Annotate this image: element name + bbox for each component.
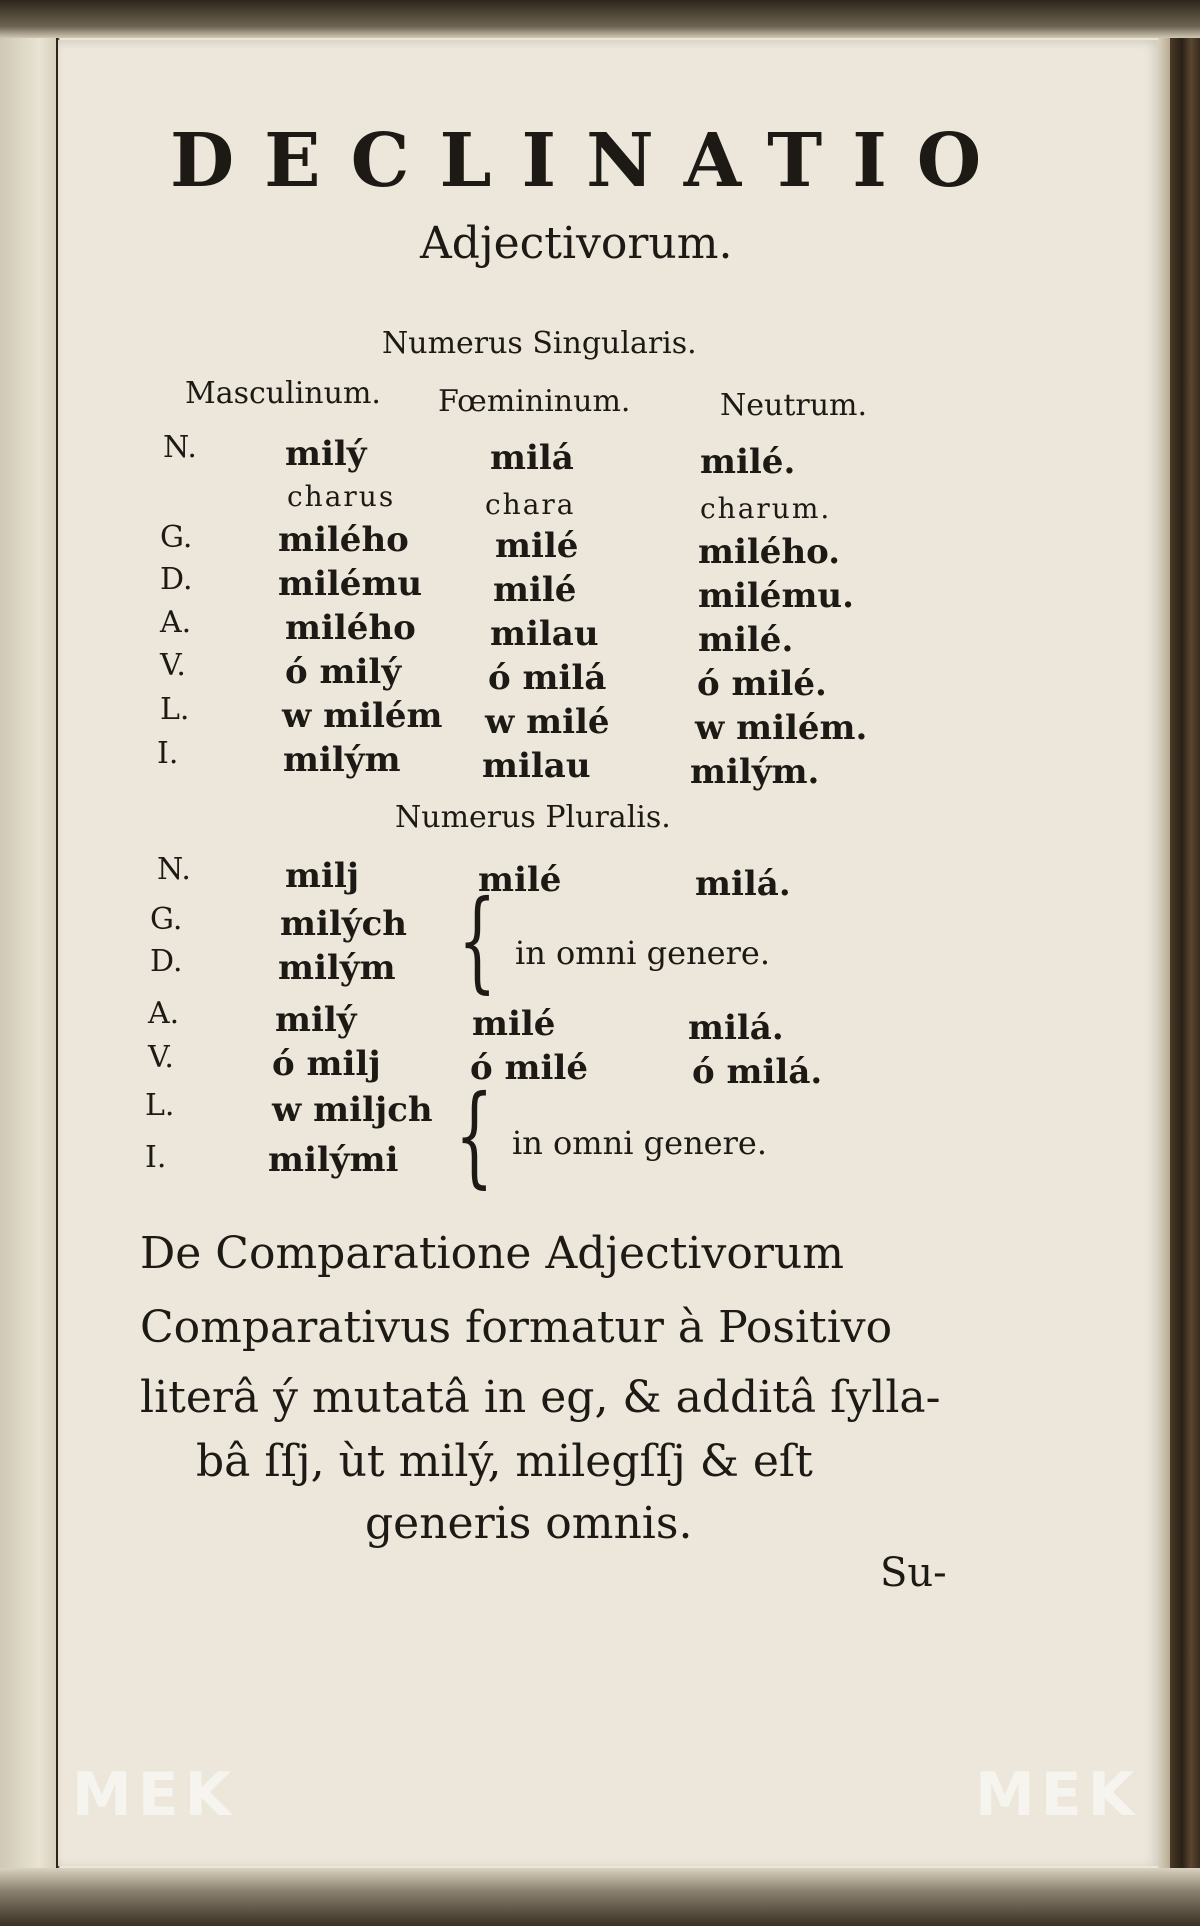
form-neuter: ó milé. [697,664,827,704]
column-feminine: Fœmininum. [438,384,631,419]
paragraph-line: generis omnis. [365,1498,693,1549]
form-feminine: milá [490,438,574,478]
case-label: V. [148,1040,174,1075]
form-masculine: milého [285,608,416,648]
plural-note: in omni genere. [512,1124,768,1162]
case-label: I. [157,736,179,771]
form-feminine: milé [472,1004,556,1044]
case-label: G. [150,902,183,937]
form-neuter: milá. [688,1008,784,1048]
brace-icon: { [458,876,497,1004]
case-label: A. [148,996,180,1031]
latin-feminine: chara [485,488,576,521]
form-masculine: milému [278,564,423,604]
form-feminine: milau [482,746,591,786]
case-label: G. [160,520,193,555]
left-page-sliver [0,0,56,1926]
form-masculine: milý [275,1000,357,1040]
case-label: V. [160,648,186,683]
page-subtitle: Adjectivorum. [420,218,733,269]
form-masculine: milých [280,904,407,944]
form-neuter: milé. [698,620,794,660]
column-masculine: Masculinum. [185,376,381,411]
latin-neuter: charum. [700,492,832,525]
form-feminine: w milé [485,702,610,742]
plural-label: Numerus Pluralis. [395,800,671,835]
singular-label: Numerus Singularis. [382,326,697,361]
form-masculine: milý [285,434,367,474]
watermark: MEK [975,1760,1141,1830]
form-masculine: milým [283,740,401,780]
form-masculine: milého [278,520,409,560]
case-label: N. [163,430,197,465]
case-label: I. [145,1140,167,1175]
form-masculine: milými [268,1140,399,1180]
form-neuter: ó milá. [692,1052,823,1092]
form-masculine: milým [278,948,396,988]
page-title: DECLINATIO [170,118,1012,204]
form-masculine: milj [285,856,360,896]
paragraph-line: literâ ý mutatâ in eg, & additâ ſylla- [140,1372,941,1423]
case-label: D. [150,944,183,979]
brace-icon: { [455,1071,494,1199]
form-neuter: milé. [700,442,796,482]
watermark: MEK [72,1760,238,1830]
form-masculine: ó milj [272,1044,381,1084]
bottom-border [0,1868,1200,1926]
form-feminine: ó milé [470,1048,588,1088]
catchword: Su- [880,1550,947,1596]
form-neuter: milým. [690,752,820,792]
case-label: L. [160,692,190,727]
form-masculine: w miljch [272,1090,433,1130]
form-neuter: milá. [695,864,791,904]
form-feminine: milé [478,860,562,900]
paragraph-line: De Comparatione Adjectivorum [140,1228,844,1279]
form-neuter: w milém. [695,708,868,748]
form-feminine: milé [493,570,577,610]
latin-masculine: charus [287,480,396,513]
book-cover-edge [1170,0,1200,1926]
form-feminine: ó milá [488,658,607,698]
form-neuter: milého. [698,532,841,572]
paragraph-line: Comparativus formatur à Positivo [140,1302,893,1353]
page-edge [1158,36,1170,1876]
paragraph-line: bâ ſſj, ùt milý, milegſſj & eſt [196,1436,813,1487]
plural-note: in omni genere. [515,934,771,972]
top-border [0,0,1200,38]
case-label: N. [157,852,191,887]
case-label: D. [160,562,193,597]
case-label: L. [145,1088,175,1123]
form-feminine: milau [490,614,599,654]
form-feminine: milé [495,526,579,566]
form-masculine: ó milý [285,652,402,692]
form-neuter: milému. [698,576,854,616]
form-masculine: w milém [282,696,443,736]
column-neuter: Neutrum. [720,388,868,423]
case-label: A. [160,605,192,640]
